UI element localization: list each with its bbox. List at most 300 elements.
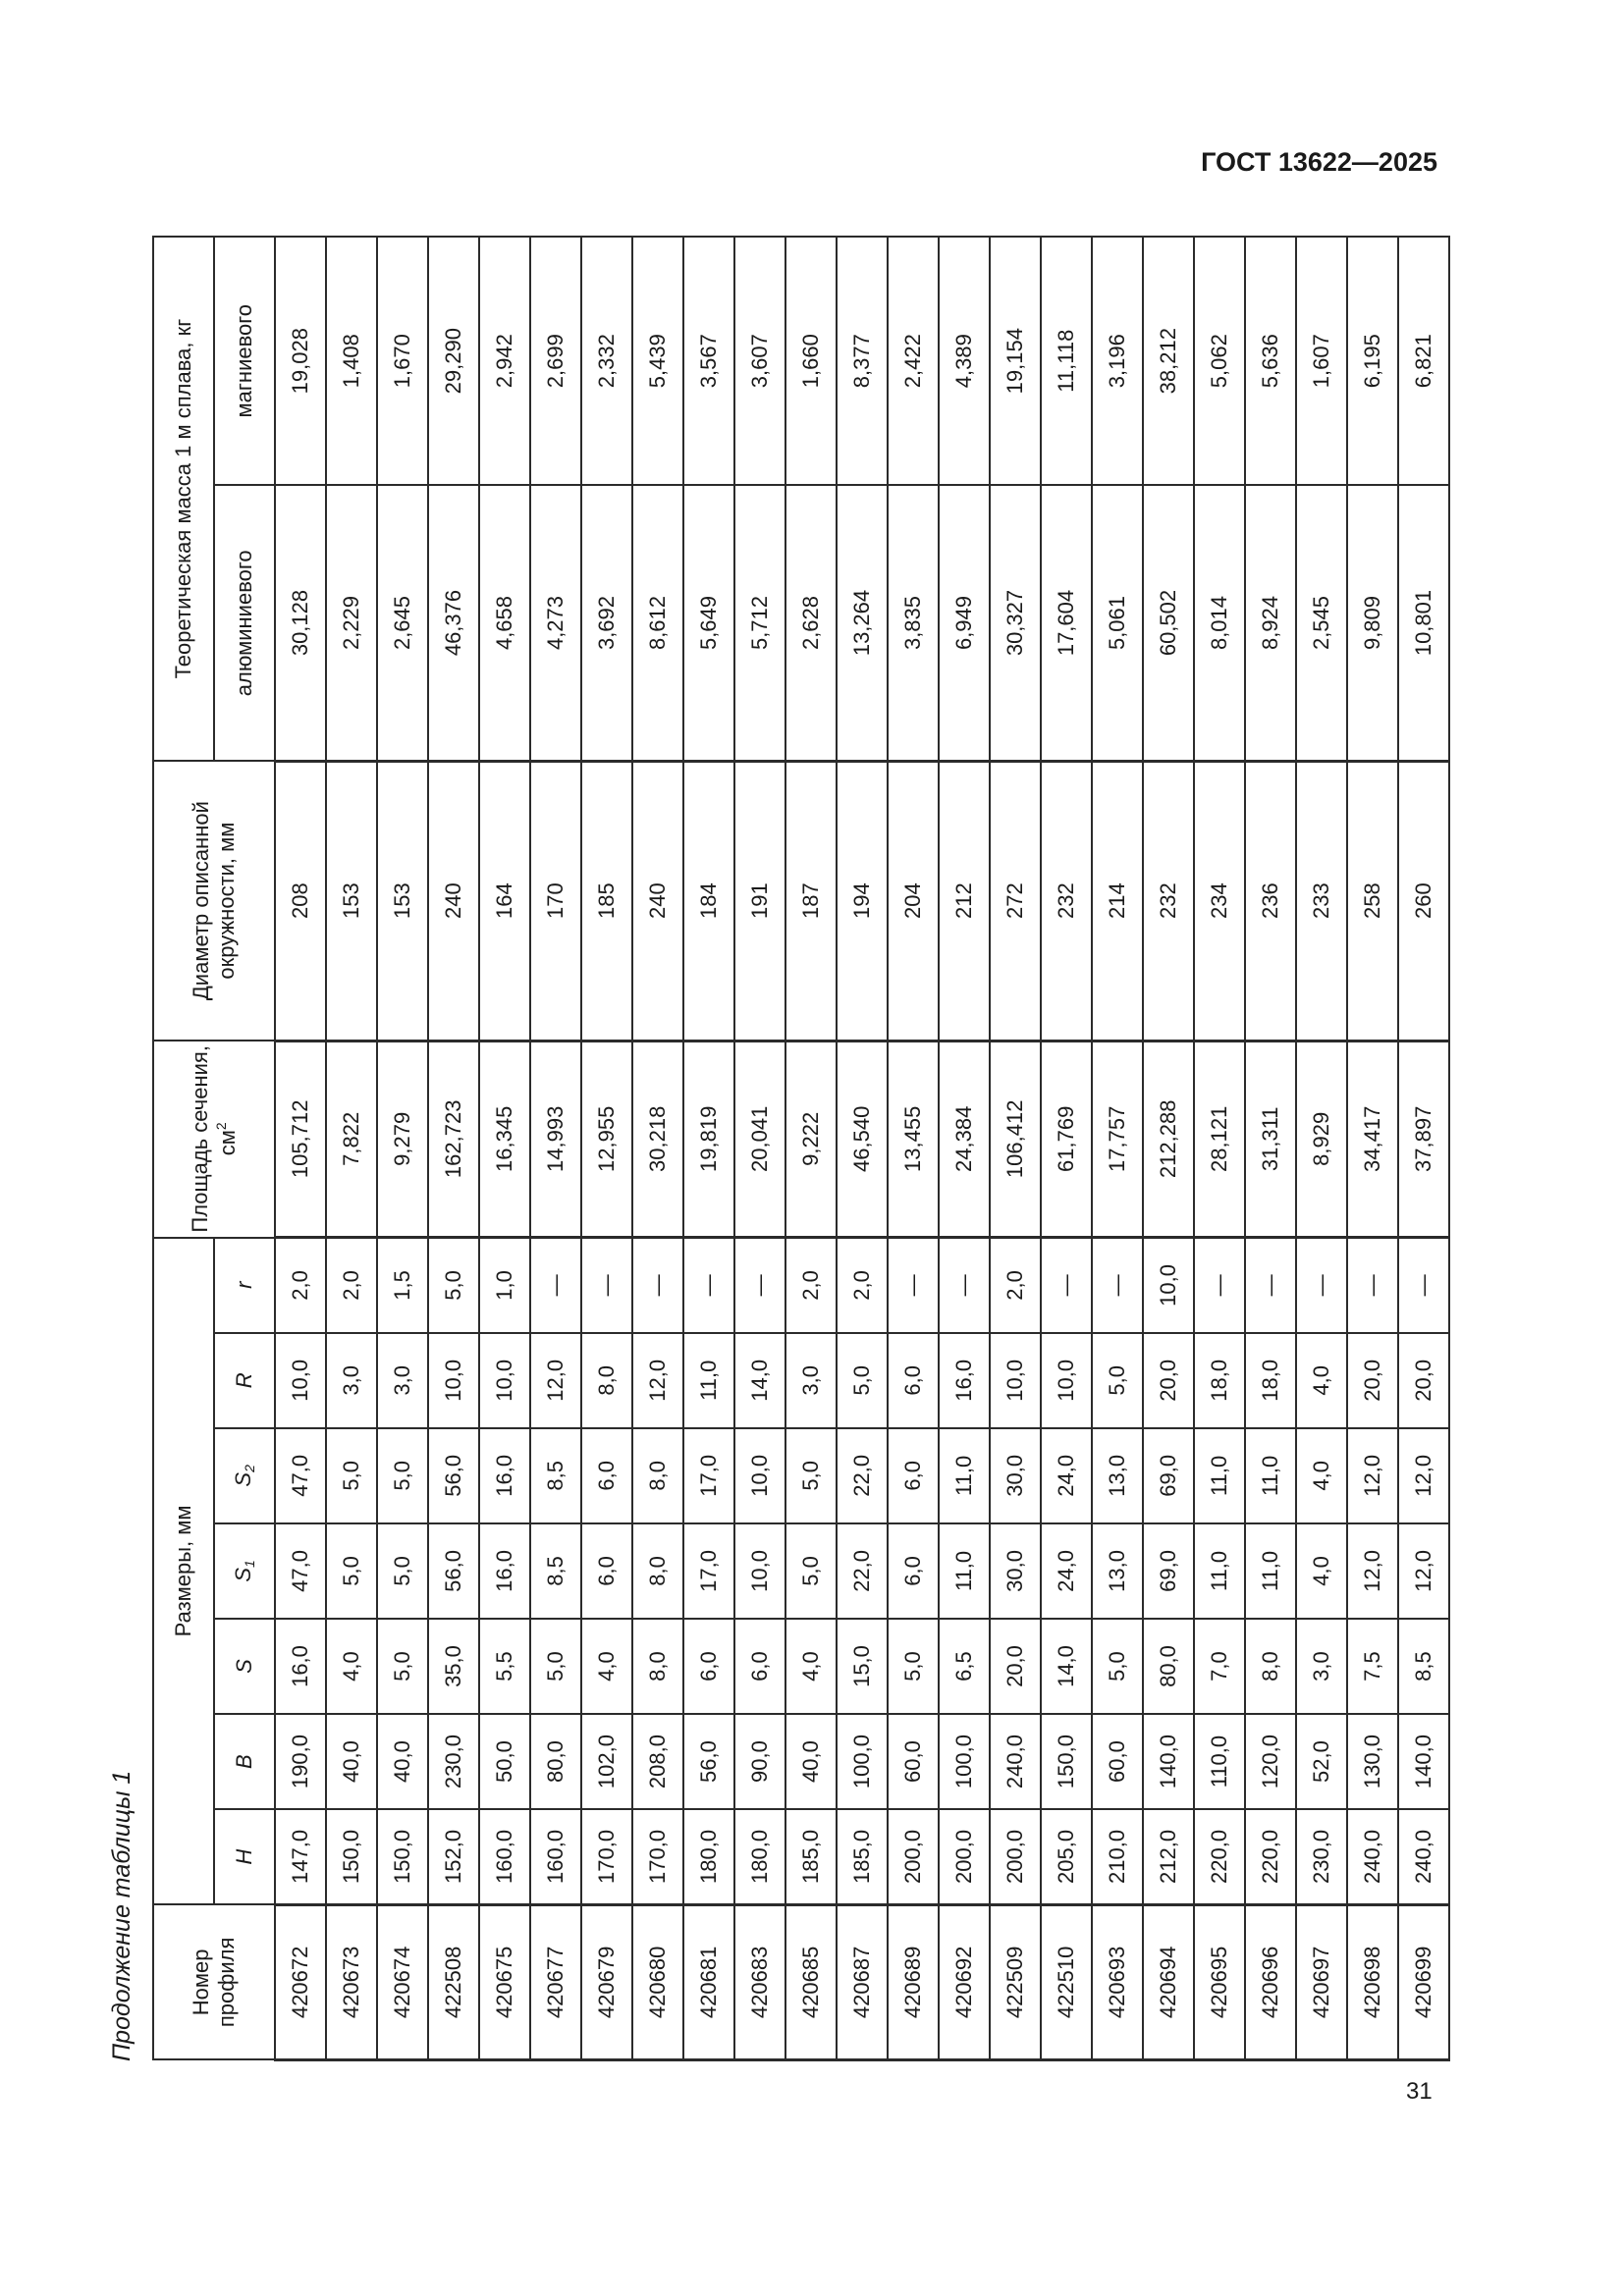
header-aluminum: алюминиевого [214, 485, 275, 761]
cell-B: 60,0 [888, 1714, 939, 1809]
cell-area: 16,345 [479, 1041, 530, 1238]
cell-B: 120,0 [1245, 1714, 1296, 1809]
cell-S: 8,0 [632, 1619, 683, 1714]
cell-S: 6,0 [683, 1619, 734, 1714]
cell-R: 10,0 [275, 1333, 326, 1428]
cell-r: 2,0 [837, 1238, 888, 1333]
cell-mass-al: 10,801 [1398, 485, 1449, 761]
cell-mass-al: 30,327 [990, 485, 1041, 761]
cell-R: 10,0 [990, 1333, 1041, 1428]
cell-R: 8,0 [581, 1333, 632, 1428]
cell-diameter: 258 [1347, 761, 1398, 1041]
cell-mass-al: 8,924 [1245, 485, 1296, 761]
cell-area: 106,412 [990, 1041, 1041, 1238]
table-row [428, 237, 479, 2060]
cell-mass-mg: 5,439 [632, 237, 683, 485]
cell-R: 12,0 [632, 1333, 683, 1428]
table-row [888, 237, 939, 2060]
cell-mass-al: 3,835 [888, 485, 939, 761]
cell-profile: 420683 [734, 1904, 785, 2059]
cell-H: 185,0 [785, 1809, 837, 1904]
cell-diameter: 187 [785, 761, 837, 1041]
cell-diameter: 204 [888, 761, 939, 1041]
cell-area: 37,897 [1398, 1041, 1449, 1238]
cell-R: 18,0 [1245, 1333, 1296, 1428]
cell-R: 3,0 [326, 1333, 377, 1428]
cell-S2: 11,0 [939, 1428, 990, 1523]
cell-r: — [888, 1238, 939, 1333]
cell-R: 3,0 [785, 1333, 837, 1428]
table-row [275, 237, 326, 2060]
cell-diameter: 153 [377, 761, 428, 1041]
header-B: B [214, 1714, 275, 1809]
cell-r: — [1194, 1238, 1245, 1333]
cell-H: 210,0 [1092, 1809, 1143, 1904]
cell-S2: 5,0 [377, 1428, 428, 1523]
header-S2: $S_2$ [214, 1428, 275, 1523]
cell-B: 80,0 [530, 1714, 581, 1809]
cell-r: — [939, 1238, 990, 1333]
cell-S2: 5,0 [326, 1428, 377, 1523]
cell-mass-al: 4,273 [530, 485, 581, 761]
cell-H: 147,0 [275, 1809, 326, 1904]
cell-r: — [1092, 1238, 1143, 1333]
cell-mass-al: 2,229 [326, 485, 377, 761]
cell-B: 52,0 [1296, 1714, 1347, 1809]
header-S1: $S_1$ [214, 1523, 275, 1619]
cell-mass-mg: 5,636 [1245, 237, 1296, 485]
header-magnesium: магниевого [214, 237, 275, 485]
table-row [734, 237, 785, 2060]
cell-H: 230,0 [1296, 1809, 1347, 1904]
cell-diameter: 214 [1092, 761, 1143, 1041]
cell-S2: 22,0 [837, 1428, 888, 1523]
cell-mass-mg: 2,422 [888, 237, 939, 485]
cell-H: 160,0 [530, 1809, 581, 1904]
cell-S1: 5,0 [785, 1523, 837, 1619]
cell-area: 19,819 [683, 1041, 734, 1238]
cell-diameter: 236 [1245, 761, 1296, 1041]
cell-area: 31,311 [1245, 1041, 1296, 1238]
table-row [939, 237, 990, 2060]
cell-S2: 56,0 [428, 1428, 479, 1523]
header-profile-number: Номер профиля [153, 1904, 275, 2059]
cell-R: 14,0 [734, 1333, 785, 1428]
cell-r: — [581, 1238, 632, 1333]
cell-profile: 420685 [785, 1904, 837, 2059]
cell-area: 162,723 [428, 1041, 479, 1238]
cell-S: 20,0 [990, 1619, 1041, 1714]
table-row [377, 237, 428, 2060]
cell-profile: 420698 [1347, 1904, 1398, 2059]
cell-S2: 6,0 [581, 1428, 632, 1523]
cell-profile: 420672 [275, 1904, 326, 2059]
cell-S: 5,0 [377, 1619, 428, 1714]
cell-S2: 69,0 [1143, 1428, 1194, 1523]
table-row [837, 237, 888, 2060]
cell-B: 240,0 [990, 1714, 1041, 1809]
cell-area: 9,222 [785, 1041, 837, 1238]
cell-area: 30,218 [632, 1041, 683, 1238]
cell-profile: 420692 [939, 1904, 990, 2059]
cell-diameter: 232 [1143, 761, 1194, 1041]
cell-B: 40,0 [785, 1714, 837, 1809]
cell-H: 160,0 [479, 1809, 530, 1904]
cell-profile: 420674 [377, 1904, 428, 2059]
cell-S1: 47,0 [275, 1523, 326, 1619]
cell-profile: 420677 [530, 1904, 581, 2059]
cell-S1: 11,0 [1194, 1523, 1245, 1619]
cell-area: 105,712 [275, 1041, 326, 1238]
cell-S2: 11,0 [1194, 1428, 1245, 1523]
cell-profile: 420693 [1092, 1904, 1143, 2059]
cell-R: 10,0 [428, 1333, 479, 1428]
cell-mass-al: 5,649 [683, 485, 734, 761]
cell-H: 150,0 [326, 1809, 377, 1904]
cell-mass-mg: 5,062 [1194, 237, 1245, 485]
cell-diameter: 240 [428, 761, 479, 1041]
cell-S2: 47,0 [275, 1428, 326, 1523]
cell-S: 16,0 [275, 1619, 326, 1714]
cell-mass-al: 60,502 [1143, 485, 1194, 761]
cell-area: 14,993 [530, 1041, 581, 1238]
header-diameter: Диаметр описанной окружности, мм [153, 761, 275, 1041]
cell-mass-al: 8,014 [1194, 485, 1245, 761]
table-row [1296, 237, 1347, 2060]
cell-area: 34,417 [1347, 1041, 1398, 1238]
cell-B: 208,0 [632, 1714, 683, 1809]
cell-profile: 420695 [1194, 1904, 1245, 2059]
cell-mass-al: 5,061 [1092, 485, 1143, 761]
cell-S: 15,0 [837, 1619, 888, 1714]
cell-S1: 8,5 [530, 1523, 581, 1619]
cell-B: 140,0 [1143, 1714, 1194, 1809]
cell-mass-al: 2,645 [377, 485, 428, 761]
cell-profile: 420697 [1296, 1904, 1347, 2059]
table-body [275, 237, 1449, 2060]
cell-mass-mg: 2,942 [479, 237, 530, 485]
cell-profile: 422508 [428, 1904, 479, 2059]
cell-S: 5,0 [530, 1619, 581, 1714]
cell-S1: 12,0 [1347, 1523, 1398, 1619]
cell-profile: 420679 [581, 1904, 632, 2059]
table-row [1398, 237, 1449, 2060]
cell-B: 90,0 [734, 1714, 785, 1809]
cell-S2: 5,0 [785, 1428, 837, 1523]
cell-mass-mg: 1,607 [1296, 237, 1347, 485]
cell-B: 100,0 [837, 1714, 888, 1809]
cell-R: 20,0 [1143, 1333, 1194, 1428]
header-S: S [214, 1619, 275, 1714]
cell-H: 212,0 [1143, 1809, 1194, 1904]
cell-diameter: 194 [837, 761, 888, 1041]
standard-number: ГОСТ 13622—2025 [1201, 147, 1437, 177]
table-row [683, 237, 734, 2060]
cell-diameter: 191 [734, 761, 785, 1041]
cell-H: 200,0 [990, 1809, 1041, 1904]
cell-S2: 13,0 [1092, 1428, 1143, 1523]
table-row [1041, 237, 1092, 2060]
page-number: 31 [1406, 2078, 1433, 2105]
cell-S: 5,5 [479, 1619, 530, 1714]
cell-S2: 8,0 [632, 1428, 683, 1523]
cell-S: 7,5 [1347, 1619, 1398, 1714]
cell-area: 7,822 [326, 1041, 377, 1238]
cell-mass-al: 3,692 [581, 485, 632, 761]
cell-diameter: 164 [479, 761, 530, 1041]
cell-mass-mg: 4,389 [939, 237, 990, 485]
cell-B: 102,0 [581, 1714, 632, 1809]
profile-table [152, 236, 1450, 2061]
cell-r: 2,0 [326, 1238, 377, 1333]
cell-S1: 69,0 [1143, 1523, 1194, 1619]
cell-B: 140,0 [1398, 1714, 1449, 1809]
cell-S1: 10,0 [734, 1523, 785, 1619]
table-row [326, 237, 377, 2060]
table-caption: Продолжение таблицы 1 [108, 1770, 135, 2061]
table-row [632, 237, 683, 2060]
cell-S2: 12,0 [1347, 1428, 1398, 1523]
cell-profile: 420689 [888, 1904, 939, 2059]
cell-H: 200,0 [939, 1809, 990, 1904]
cell-S2: 6,0 [888, 1428, 939, 1523]
cell-mass-mg: 8,377 [837, 237, 888, 485]
cell-diameter: 240 [632, 761, 683, 1041]
cell-S1: 6,0 [888, 1523, 939, 1619]
cell-B: 110,0 [1194, 1714, 1245, 1809]
table-row [530, 237, 581, 2060]
cell-S1: 5,0 [326, 1523, 377, 1619]
cell-profile: 422509 [990, 1904, 1041, 2059]
cell-S: 35,0 [428, 1619, 479, 1714]
cell-R: 5,0 [837, 1333, 888, 1428]
cell-area: 9,279 [377, 1041, 428, 1238]
cell-r: 5,0 [428, 1238, 479, 1333]
cell-diameter: 212 [939, 761, 990, 1041]
cell-H: 240,0 [1398, 1809, 1449, 1904]
cell-S2: 30,0 [990, 1428, 1041, 1523]
cell-H: 205,0 [1041, 1809, 1092, 1904]
cell-mass-mg: 3,607 [734, 237, 785, 485]
cell-mass-al: 13,264 [837, 485, 888, 761]
header-R: R [214, 1333, 275, 1428]
cell-R: 6,0 [888, 1333, 939, 1428]
cell-r: — [1245, 1238, 1296, 1333]
cell-profile: 422510 [1041, 1904, 1092, 2059]
cell-mass-al: 4,658 [479, 485, 530, 761]
cell-r: — [1041, 1238, 1092, 1333]
cell-H: 170,0 [581, 1809, 632, 1904]
cell-profile: 420694 [1143, 1904, 1194, 2059]
table-row [785, 237, 837, 2060]
table-row [581, 237, 632, 2060]
cell-mass-mg: 1,660 [785, 237, 837, 485]
cell-mass-mg: 19,154 [990, 237, 1041, 485]
cell-area: 24,384 [939, 1041, 990, 1238]
cell-mass-mg: 19,028 [275, 237, 326, 485]
cell-S1: 13,0 [1092, 1523, 1143, 1619]
cell-diameter: 234 [1194, 761, 1245, 1041]
cell-S1: 30,0 [990, 1523, 1041, 1619]
cell-S: 7,0 [1194, 1619, 1245, 1714]
cell-B: 40,0 [326, 1714, 377, 1809]
cell-mass-mg: 3,567 [683, 237, 734, 485]
cell-area: 61,769 [1041, 1041, 1092, 1238]
table-row [1092, 237, 1143, 2060]
cell-S1: 4,0 [1296, 1523, 1347, 1619]
table-row [1347, 237, 1398, 2060]
cell-H: 240,0 [1347, 1809, 1398, 1904]
cell-mass-mg: 1,408 [326, 237, 377, 485]
cell-area: 46,540 [837, 1041, 888, 1238]
cell-S2: 10,0 [734, 1428, 785, 1523]
cell-mass-al: 17,604 [1041, 485, 1092, 761]
cell-H: 152,0 [428, 1809, 479, 1904]
cell-R: 11,0 [683, 1333, 734, 1428]
cell-S: 14,0 [1041, 1619, 1092, 1714]
cell-area: 20,041 [734, 1041, 785, 1238]
cell-mass-mg: 38,212 [1143, 237, 1194, 485]
cell-S: 3,0 [1296, 1619, 1347, 1714]
header-r: r [214, 1238, 275, 1333]
cell-mass-al: 30,128 [275, 485, 326, 761]
cell-r: — [632, 1238, 683, 1333]
cell-profile: 420673 [326, 1904, 377, 2059]
cell-r: — [1296, 1238, 1347, 1333]
cell-S2: 17,0 [683, 1428, 734, 1523]
cell-area: 212,288 [1143, 1041, 1194, 1238]
cell-S1: 17,0 [683, 1523, 734, 1619]
cell-r: — [683, 1238, 734, 1333]
cell-diameter: 170 [530, 761, 581, 1041]
cell-profile: 420675 [479, 1904, 530, 2059]
cell-profile: 420681 [683, 1904, 734, 2059]
cell-S2: 16,0 [479, 1428, 530, 1523]
cell-profile: 420699 [1398, 1904, 1449, 2059]
cell-S: 8,0 [1245, 1619, 1296, 1714]
cell-B: 230,0 [428, 1714, 479, 1809]
cell-R: 12,0 [530, 1333, 581, 1428]
cell-mass-al: 46,376 [428, 485, 479, 761]
cell-S: 4,0 [785, 1619, 837, 1714]
table-row [479, 237, 530, 2060]
cell-H: 220,0 [1245, 1809, 1296, 1904]
cell-mass-al: 2,628 [785, 485, 837, 761]
cell-S1: 24,0 [1041, 1523, 1092, 1619]
cell-area: 28,121 [1194, 1041, 1245, 1238]
cell-mass-al: 9,809 [1347, 485, 1398, 761]
cell-diameter: 233 [1296, 761, 1347, 1041]
cell-r: — [734, 1238, 785, 1333]
cell-mass-mg: 1,670 [377, 237, 428, 485]
cell-S1: 11,0 [939, 1523, 990, 1619]
cell-B: 150,0 [1041, 1714, 1092, 1809]
cell-S2: 24,0 [1041, 1428, 1092, 1523]
cell-diameter: 184 [683, 761, 734, 1041]
cell-R: 5,0 [1092, 1333, 1143, 1428]
cell-r: — [1347, 1238, 1398, 1333]
cell-H: 150,0 [377, 1809, 428, 1904]
cell-diameter: 232 [1041, 761, 1092, 1041]
cell-R: 10,0 [1041, 1333, 1092, 1428]
header-H: H [214, 1809, 275, 1904]
cell-mass-mg: 3,196 [1092, 237, 1143, 485]
cell-area: 13,455 [888, 1041, 939, 1238]
cell-S1: 5,0 [377, 1523, 428, 1619]
cell-S1: 16,0 [479, 1523, 530, 1619]
cell-profile: 420696 [1245, 1904, 1296, 2059]
cell-S2: 11,0 [1245, 1428, 1296, 1523]
cell-R: 18,0 [1194, 1333, 1245, 1428]
cell-H: 170,0 [632, 1809, 683, 1904]
table-row [1245, 237, 1296, 2060]
cell-mass-mg: 2,699 [530, 237, 581, 485]
cell-H: 220,0 [1194, 1809, 1245, 1904]
cell-r: — [1398, 1238, 1449, 1333]
cell-B: 50,0 [479, 1714, 530, 1809]
cell-R: 4,0 [1296, 1333, 1347, 1428]
cell-profile: 420687 [837, 1904, 888, 2059]
cell-profile: 420680 [632, 1904, 683, 2059]
cell-B: 40,0 [377, 1714, 428, 1809]
cell-r: — [530, 1238, 581, 1333]
cell-mass-mg: 11,118 [1041, 237, 1092, 485]
cell-H: 180,0 [734, 1809, 785, 1904]
header-sizes: Размеры, мм [153, 1238, 214, 1905]
cell-S1: 22,0 [837, 1523, 888, 1619]
cell-r: 2,0 [990, 1238, 1041, 1333]
cell-R: 16,0 [939, 1333, 990, 1428]
cell-diameter: 260 [1398, 761, 1449, 1041]
cell-diameter: 185 [581, 761, 632, 1041]
cell-B: 130,0 [1347, 1714, 1398, 1809]
cell-S2: 8,5 [530, 1428, 581, 1523]
table-row [990, 237, 1041, 2060]
cell-S: 6,5 [939, 1619, 990, 1714]
cell-diameter: 153 [326, 761, 377, 1041]
cell-S2: 4,0 [1296, 1428, 1347, 1523]
cell-diameter: 208 [275, 761, 326, 1041]
cell-S: 5,0 [1092, 1619, 1143, 1714]
cell-H: 180,0 [683, 1809, 734, 1904]
cell-B: 60,0 [1092, 1714, 1143, 1809]
header-mass: Теоретическая масса 1 м сплава, кг [153, 237, 214, 761]
cell-S: 4,0 [581, 1619, 632, 1714]
table-header [153, 237, 275, 2060]
cell-R: 20,0 [1398, 1333, 1449, 1428]
table-row [1143, 237, 1194, 2060]
cell-mass-al: 5,712 [734, 485, 785, 761]
cell-S1: 8,0 [632, 1523, 683, 1619]
cell-S1: 12,0 [1398, 1523, 1449, 1619]
cell-r: 10,0 [1143, 1238, 1194, 1333]
table-row [1194, 237, 1245, 2060]
cell-r: 1,5 [377, 1238, 428, 1333]
cell-S1: 11,0 [1245, 1523, 1296, 1619]
cell-area: 17,757 [1092, 1041, 1143, 1238]
cell-mass-mg: 2,332 [581, 237, 632, 485]
cell-R: 3,0 [377, 1333, 428, 1428]
cell-R: 20,0 [1347, 1333, 1398, 1428]
cell-r: 2,0 [275, 1238, 326, 1333]
cell-H: 185,0 [837, 1809, 888, 1904]
cell-mass-mg: 6,821 [1398, 237, 1449, 485]
cell-r: 2,0 [785, 1238, 837, 1333]
cell-B: 190,0 [275, 1714, 326, 1809]
cell-mass-al: 8,612 [632, 485, 683, 761]
cell-S: 4,0 [326, 1619, 377, 1714]
cell-B: 100,0 [939, 1714, 990, 1809]
